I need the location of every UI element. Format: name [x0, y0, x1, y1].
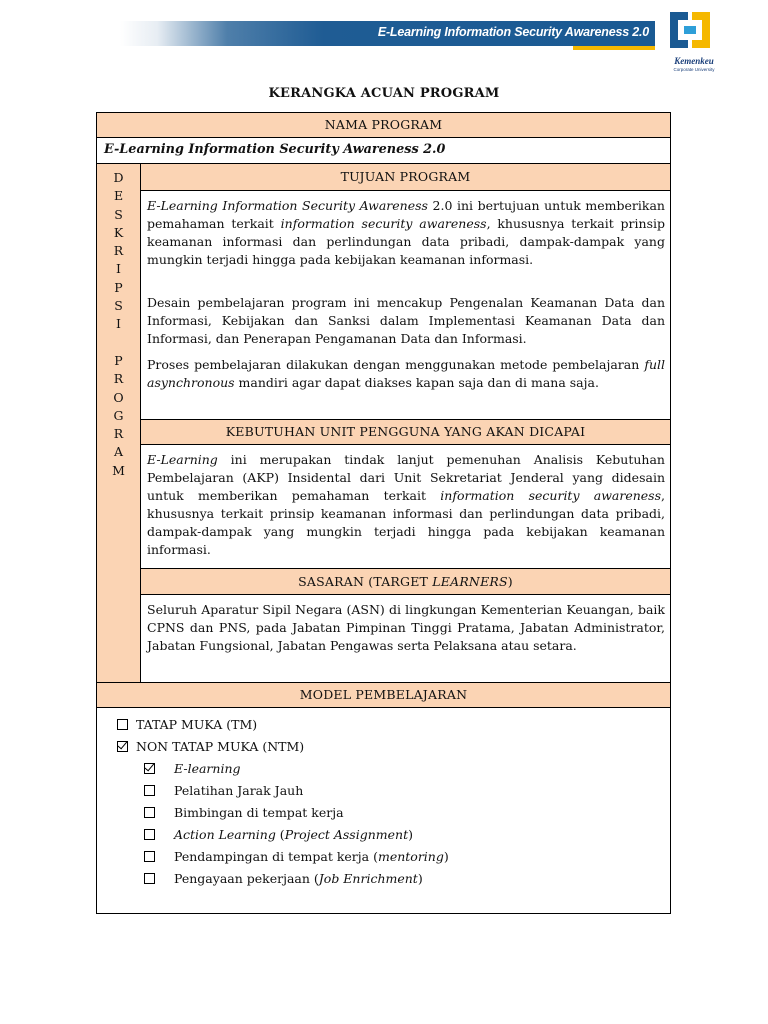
deskripsi-letter: S — [114, 298, 123, 314]
nama-program-value: E-Learning Information Security Awareness 2.0 — [104, 142, 446, 157]
model-pembelajaran-header: MODEL PEMBELAJARAN — [97, 683, 670, 707]
deskripsi-letter: P — [114, 279, 123, 295]
tujuan-paragraph-2: Desain pembelajaran program ini mencakup Pengenalan Keamanan Data dan Informasi, Kebijakan dan Sanksi dalam Implementasi Keamanan Data dan Informasi, dan Penerapan Pengamanan Data dan Informasi. — [147, 295, 665, 346]
deskripsi-letter: I — [116, 261, 121, 277]
option-non-tatap-muka[interactable]: NON TATAP MUKA (NTM) — [117, 739, 304, 754]
checkbox-tatap-muka[interactable] — [117, 719, 128, 730]
option-pendampingan[interactable]: Pendampingan di tempat kerja (mentoring) — [144, 849, 449, 864]
deskripsi-letter: O — [113, 389, 124, 405]
banner-accent-bar — [573, 46, 655, 50]
program-table — [96, 112, 671, 914]
deskripsi-letter: M — [112, 462, 125, 478]
option-bimbingan[interactable]: Bimbingan di tempat kerja — [144, 805, 344, 820]
sasaran-paragraph: Seluruh Aparatur Sipil Negara (ASN) di lingkungan Kementerian Keuangan, baik CPNS dan PNS, pada Jabatan Pimpinan Tinggi Pratama, Jabatan Administrator, Jabatan Fungsional, Jabatan Pengawas serta Pelaksana atau setara. — [147, 602, 665, 653]
tujuan-paragraph-3: Proses pembelajaran dilakukan dengan menggunakan metode pembelajaran full asynchronous mandiri agar dapat diakses kapan saja dan di mana saja. — [147, 357, 665, 390]
deskripsi-letter: P — [114, 352, 123, 368]
kebutuhan-header: KEBUTUHAN UNIT PENGGUNA YANG AKAN DICAPAI — [141, 420, 670, 444]
checkbox-non-tatap-muka[interactable] — [117, 741, 128, 752]
checkbox-pengayaan[interactable] — [144, 873, 155, 884]
checkbox-pendampingan[interactable] — [144, 851, 155, 862]
deskripsi-letter: D — [113, 170, 124, 185]
checkbox-bimbingan[interactable] — [144, 807, 155, 818]
nama-program-header: NAMA PROGRAM — [97, 113, 670, 137]
kebutuhan-paragraph: E-Learning ini merupakan tindak lanjut pemenuhan Analisis Kebutuhan Pembelajaran (AKP) Insidental dari Unit Sekretariat Jenderal yang didesain untuk memberikan pemahaman terkait information security awareness, khususnya terkait prinsip keamanan informasi dan perlindungan data pribadi, dampak-dampak yang mungkin terjadi hingga pada kebijakan keamanan informasi. — [147, 452, 665, 557]
sasaran-header: SASARAN (TARGET LEARNERS) — [141, 569, 670, 594]
banner-title: E-Learning Information Security Awareness 2.0 — [377, 25, 649, 39]
deskripsi-letter: S — [114, 206, 123, 222]
deskripsi-letter: R — [113, 371, 124, 387]
header-banner — [120, 21, 655, 46]
deskripsi-letter: I — [116, 316, 121, 332]
option-e-learning[interactable]: E-learning — [144, 761, 241, 776]
deskripsi-letter: R — [113, 426, 124, 442]
deskripsi-letter: E — [113, 188, 124, 204]
logo-subtitle: Corporate University — [673, 67, 715, 72]
option-pelatihan-jarak-jauh[interactable]: Pelatihan Jarak Jauh — [144, 783, 303, 798]
deskripsi-letter: A — [113, 444, 124, 460]
deskripsi-letter — [98, 334, 139, 352]
deskripsi-letter: G — [113, 407, 124, 423]
tujuan-program-header: TUJUAN PROGRAM — [141, 164, 670, 190]
checkbox-pelatihan-jarak-jauh[interactable] — [144, 785, 155, 796]
option-action-learning[interactable]: Action Learning (Project Assignment) — [144, 827, 413, 842]
deskripsi-letter: K — [113, 224, 124, 240]
checkbox-e-learning[interactable] — [144, 763, 155, 774]
logo-wordmark: Kemenkeu — [674, 56, 714, 66]
deskripsi-program-label — [98, 169, 139, 684]
tujuan-paragraph-1: E-Learning Information Security Awareness 2.0 ini bertujuan untuk memberikan pemahaman terkait information security awareness, khususnya terkait prinsip keamanan informasi dan perlindungan data pribadi, dampak-dampak yang mungkin terjadi hingga pada kebijakan keamanan informasi. — [147, 198, 665, 267]
document-title: KERANGKA ACUAN PROGRAM — [268, 86, 500, 101]
option-pengayaan[interactable]: Pengayaan pekerjaan (Job Enrichment) — [144, 871, 423, 886]
option-tatap-muka[interactable]: TATAP MUKA (TM) — [117, 717, 257, 732]
checkbox-action-learning[interactable] — [144, 829, 155, 840]
deskripsi-letter: R — [113, 243, 124, 259]
